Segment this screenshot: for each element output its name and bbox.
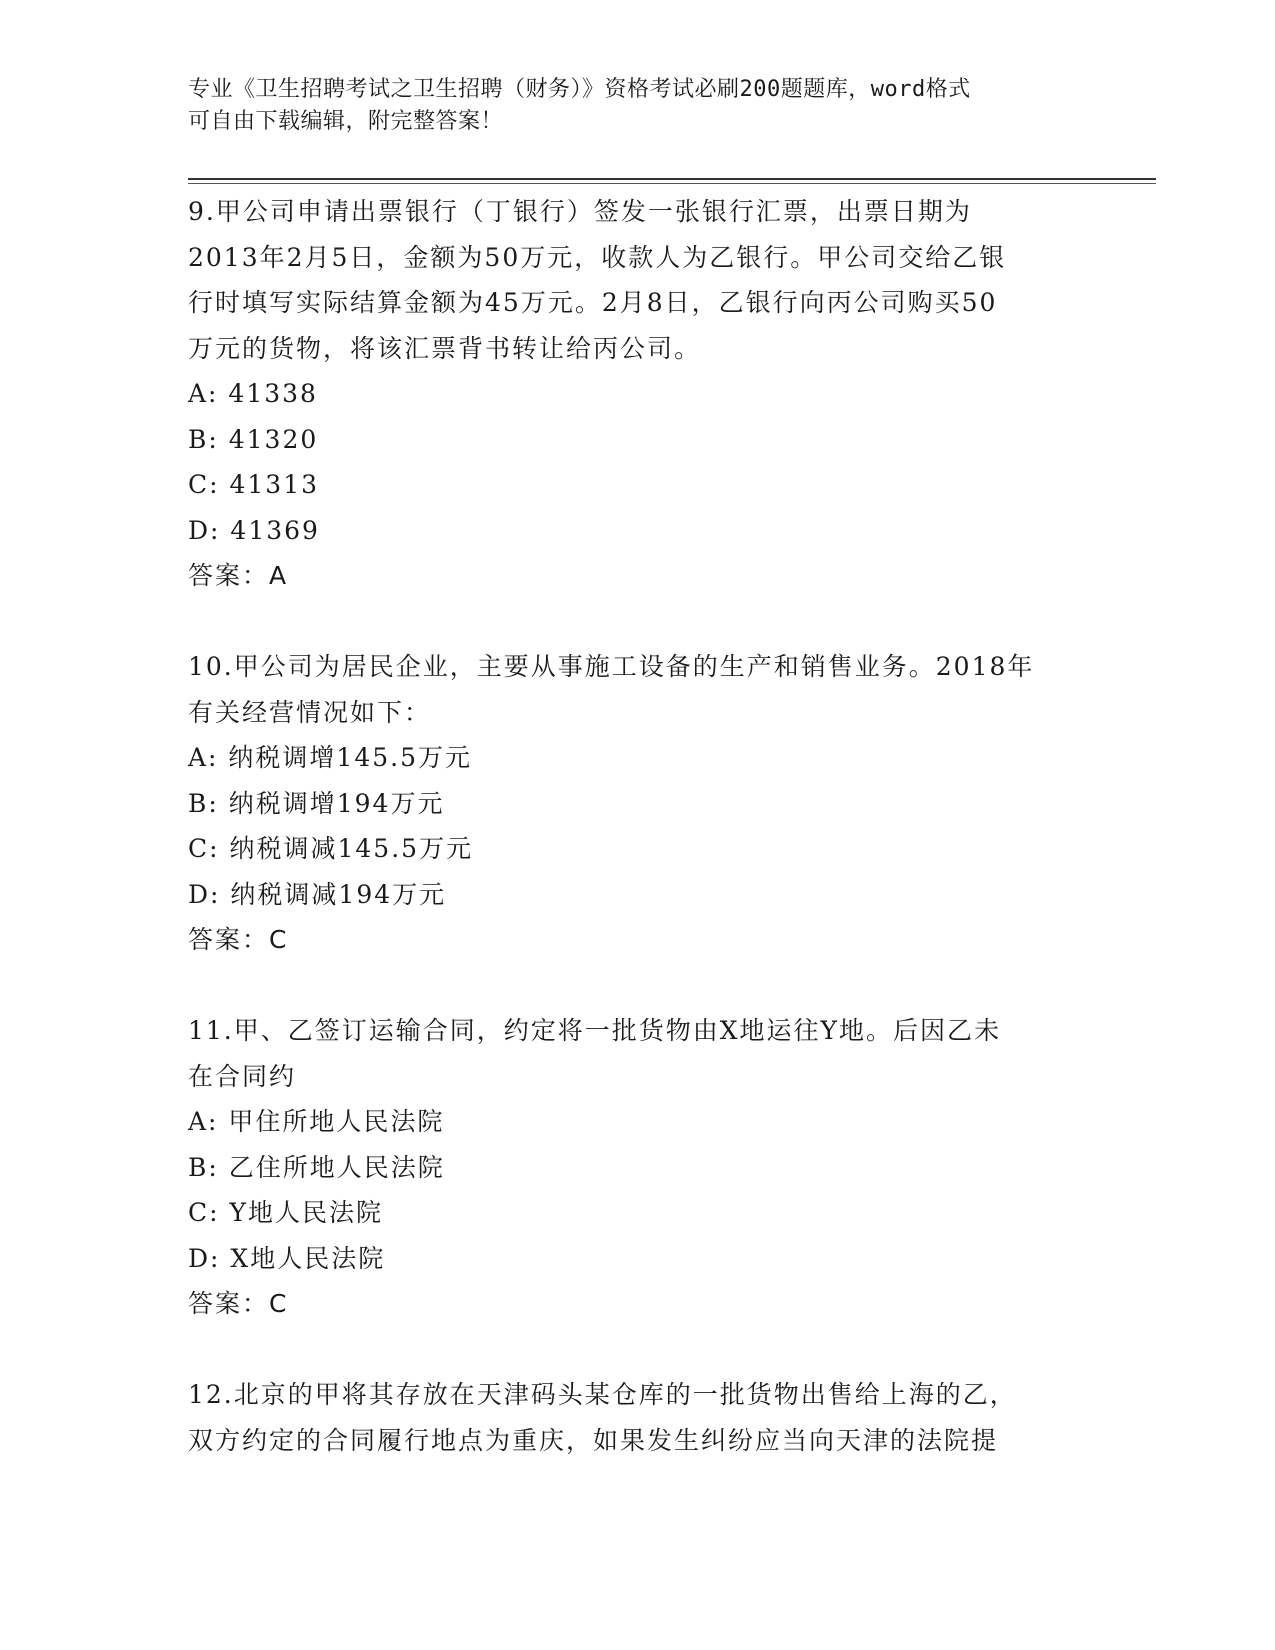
option-b: B: 纳税调增194万元 [188,788,445,818]
question-9 [188,189,1088,599]
document-header [188,74,1088,138]
question-spacer [188,963,1088,1008]
header-line-2: 可自由下载编辑，附完整答案！ [188,109,504,134]
header-divider-thin [188,183,1156,184]
question-text-line: 11.甲、乙签订运输合同，约定将一批货物由X地运往Y地。后因乙未 [188,1016,1002,1045]
option-c: C: 41313 [188,470,320,499]
option-a: A: 纳税调增145.5万元 [188,743,472,772]
question-text-line: 万元的货物，将该汇票背书转让给丙公司。 [188,333,702,363]
question-text-line: 在合同约 [188,1061,297,1091]
option-a: A: 41338 [188,379,318,408]
question-text-line: 行时填写实际结算金额为45万元。2月8日，乙银行向丙公司购买50 [188,288,998,317]
option-d: D: 纳税调减194万元 [188,879,447,909]
question-text-line: 12.北京的甲将其存放在天津码头某仓库的一批货物出售给上海的乙， [188,1380,1017,1409]
answer-line: 答案：C [188,1289,289,1318]
question-text-line: 2013年2月5日，金额为50万元，收款人为乙银行。甲公司交给乙银 [188,242,1007,272]
option-d: D: X地人民法院 [188,1243,386,1273]
option-c: C: 纳税调减145.5万元 [188,834,474,863]
question-spacer [188,1327,1088,1372]
question-10 [188,644,1088,963]
question-12 [188,1372,1088,1463]
option-b: B: 乙住所地人民法院 [188,1152,445,1182]
question-text-line: 有关经营情况如下： [188,697,432,727]
option-c: C: Y地人民法院 [188,1198,384,1227]
question-text-line: 9.甲公司申请出票银行（丁银行）签发一张银行汇票，出票日期为 [188,197,972,226]
question-11 [188,1008,1088,1327]
option-b: B: 41320 [188,424,319,454]
header-divider-thick [188,178,1156,180]
option-d: D: 41369 [188,515,320,545]
question-text-line: 10.甲公司为居民企业，主要从事施工设备的生产和销售业务。2018年 [188,652,1035,681]
answer-line: 答案：A [188,561,289,590]
question-spacer [188,599,1088,644]
question-list [188,189,1088,1463]
question-text-line: 双方约定的合同履行地点为重庆，如果发生纠纷应当向天津的法院提 [188,1425,999,1455]
header-line-1: 专业《卫生招聘考试之卫生招聘（财务）》资格考试必刷200题题库，word格式 [188,77,971,102]
answer-line: 答案：C [188,925,289,954]
option-a: A: 甲住所地人民法院 [188,1107,445,1136]
